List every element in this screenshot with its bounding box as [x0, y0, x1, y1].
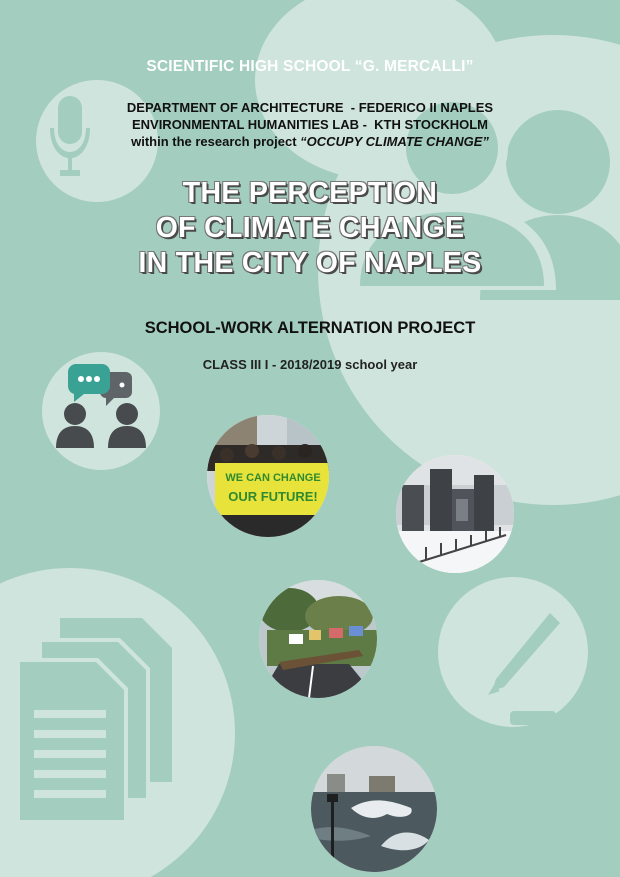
- fallen-tree-illustration: [259, 580, 377, 698]
- dept-line-1: DEPARTMENT OF ARCHITECTURE - FEDERICO II NAPLES: [126, 100, 494, 115]
- pen-icon: [438, 577, 588, 727]
- banner-text-1: WE CAN CHANGE: [225, 472, 321, 484]
- protest-illustration: [207, 415, 329, 537]
- photo-fallen-tree: [259, 580, 377, 698]
- documents-icon: [0, 600, 200, 840]
- castle-illustration: [396, 455, 514, 573]
- school-name: SCIENTIFIC HIGH SCHOOL “G. MERCALLI”: [146, 58, 474, 75]
- main-title: [0, 176, 620, 281]
- dept-line-3-prefix: within the research project: [131, 134, 301, 149]
- title-line-2: OF CLIMATE CHANGE: [155, 212, 465, 244]
- photo-protest: [207, 415, 329, 537]
- title-line-1: THE PERCEPTION: [182, 177, 438, 209]
- title-line-3: IN THE CITY OF NAPLES: [138, 247, 482, 279]
- dept-line-3: [0, 133, 620, 150]
- research-project-name: “OCCUPY CLIMATE CHANGE”: [300, 134, 489, 149]
- photo-castle-snow: [396, 455, 514, 573]
- photo-stormy-sea: [311, 746, 437, 872]
- dept-line-2: ENVIRONMENTAL HUMANITIES LAB - KTH STOCKHOLM: [131, 117, 489, 132]
- project-label: SCHOOL-WORK ALTERNATION PROJECT: [144, 319, 476, 337]
- stormy-sea-illustration: [311, 746, 437, 872]
- banner-text-2: OUR FUTURE!: [228, 489, 318, 504]
- class-label: CLASS III I - 2018/2019 school year: [202, 357, 418, 372]
- department-block: [0, 99, 620, 150]
